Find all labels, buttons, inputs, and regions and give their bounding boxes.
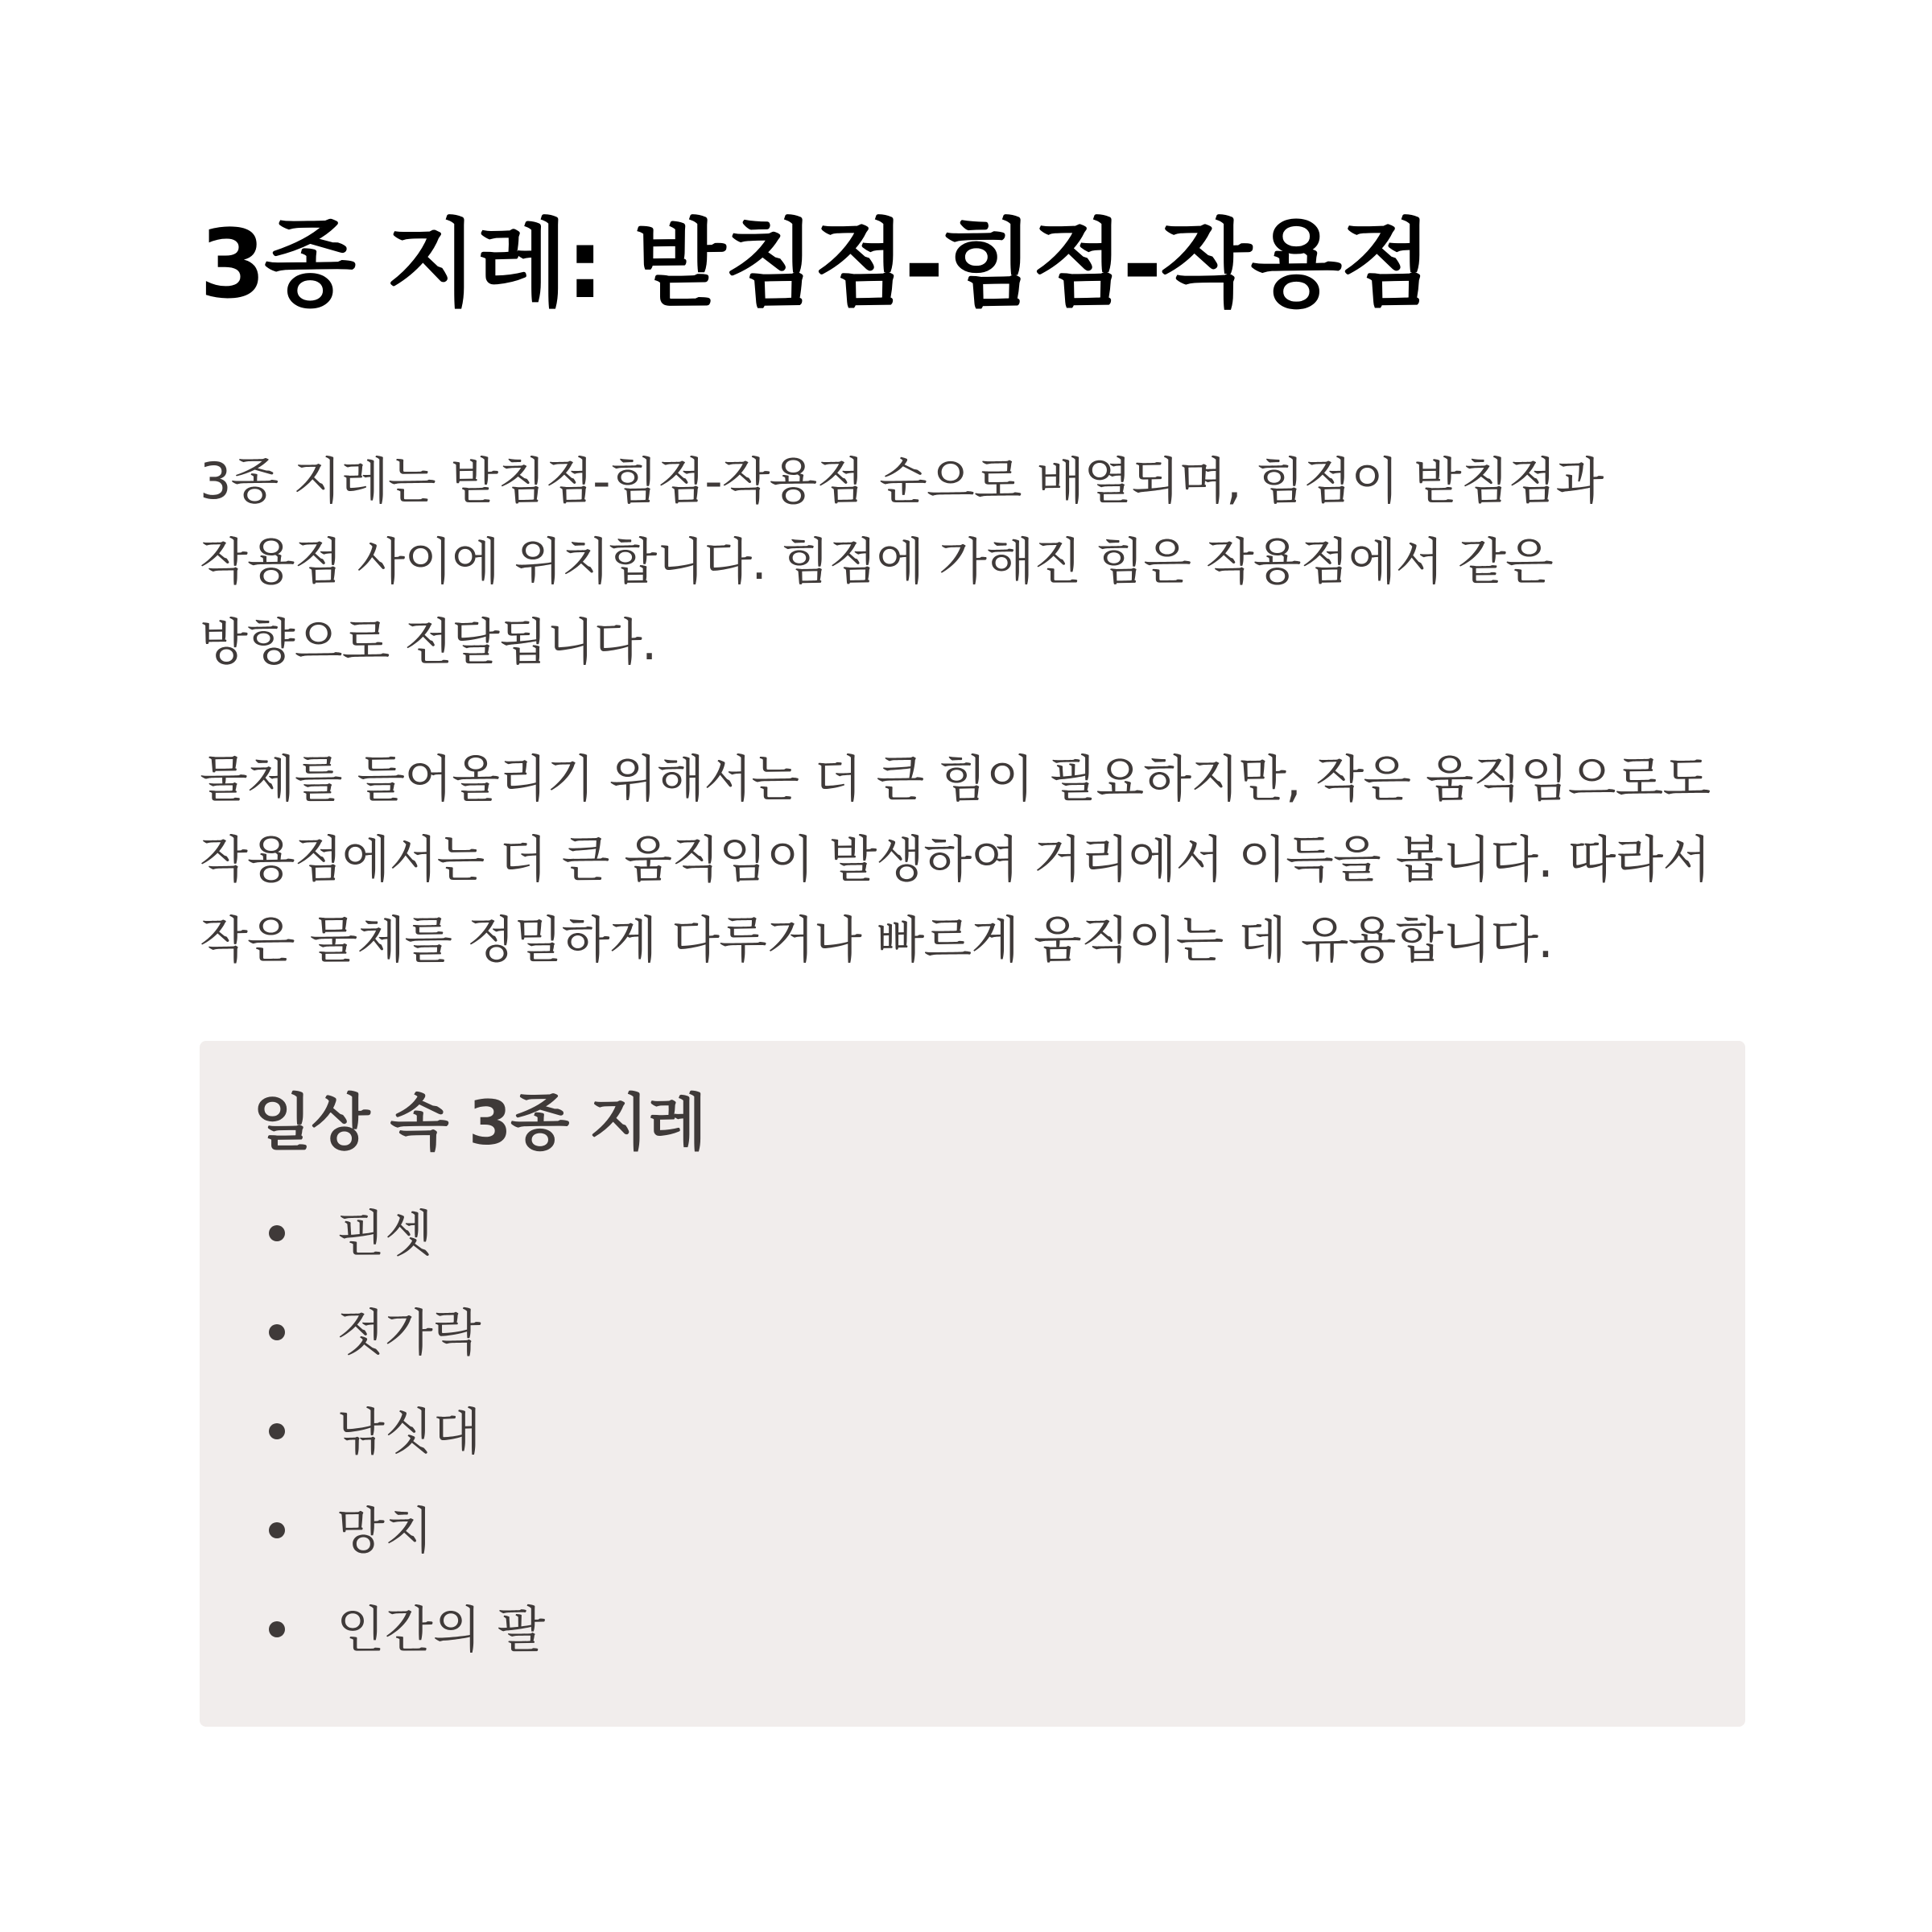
list-item-label: 망치 — [336, 1501, 433, 1560]
list-item-label: 낚싯대 — [336, 1402, 481, 1461]
page-title: 3종 지레: 받침점-힘점-작용점 — [200, 208, 1431, 320]
detail-paragraph: 물체를 들어올리기 위해서는 더 큰 힘이 필요하지만, 작은 움직임으로도 작용점에서는 더 큰 움직임이 발생하여 거리에서 이득을 봅니다. 따라서 작은 물체를 정밀하게 다루거나 빠르게 움직이는 데 유용합니다. — [200, 749, 1711, 969]
bullet-dot-icon — [269, 1522, 285, 1538]
bullet-dot-icon — [269, 1423, 285, 1439]
list-item-label: 핀셋 — [336, 1204, 433, 1263]
list-item-label: 젓가락 — [336, 1303, 481, 1362]
examples-callout — [200, 1041, 1745, 1727]
bullet-dot-icon — [269, 1324, 285, 1340]
intro-paragraph: 3종 지레는 받침점-힘점-작용점 순으로 배열되며, 힘점이 받침점과 작용점 사이에 위치합니다. 힘점에 가해진 힘은 작용점에서 같은 방향으로 전달됩니다. — [200, 452, 1604, 671]
list-item-label: 인간의 팔 — [336, 1600, 546, 1659]
bullet-dot-icon — [269, 1621, 285, 1637]
callout-title: 일상 속 3종 지레 — [253, 1087, 706, 1158]
bullet-dot-icon — [269, 1225, 285, 1241]
